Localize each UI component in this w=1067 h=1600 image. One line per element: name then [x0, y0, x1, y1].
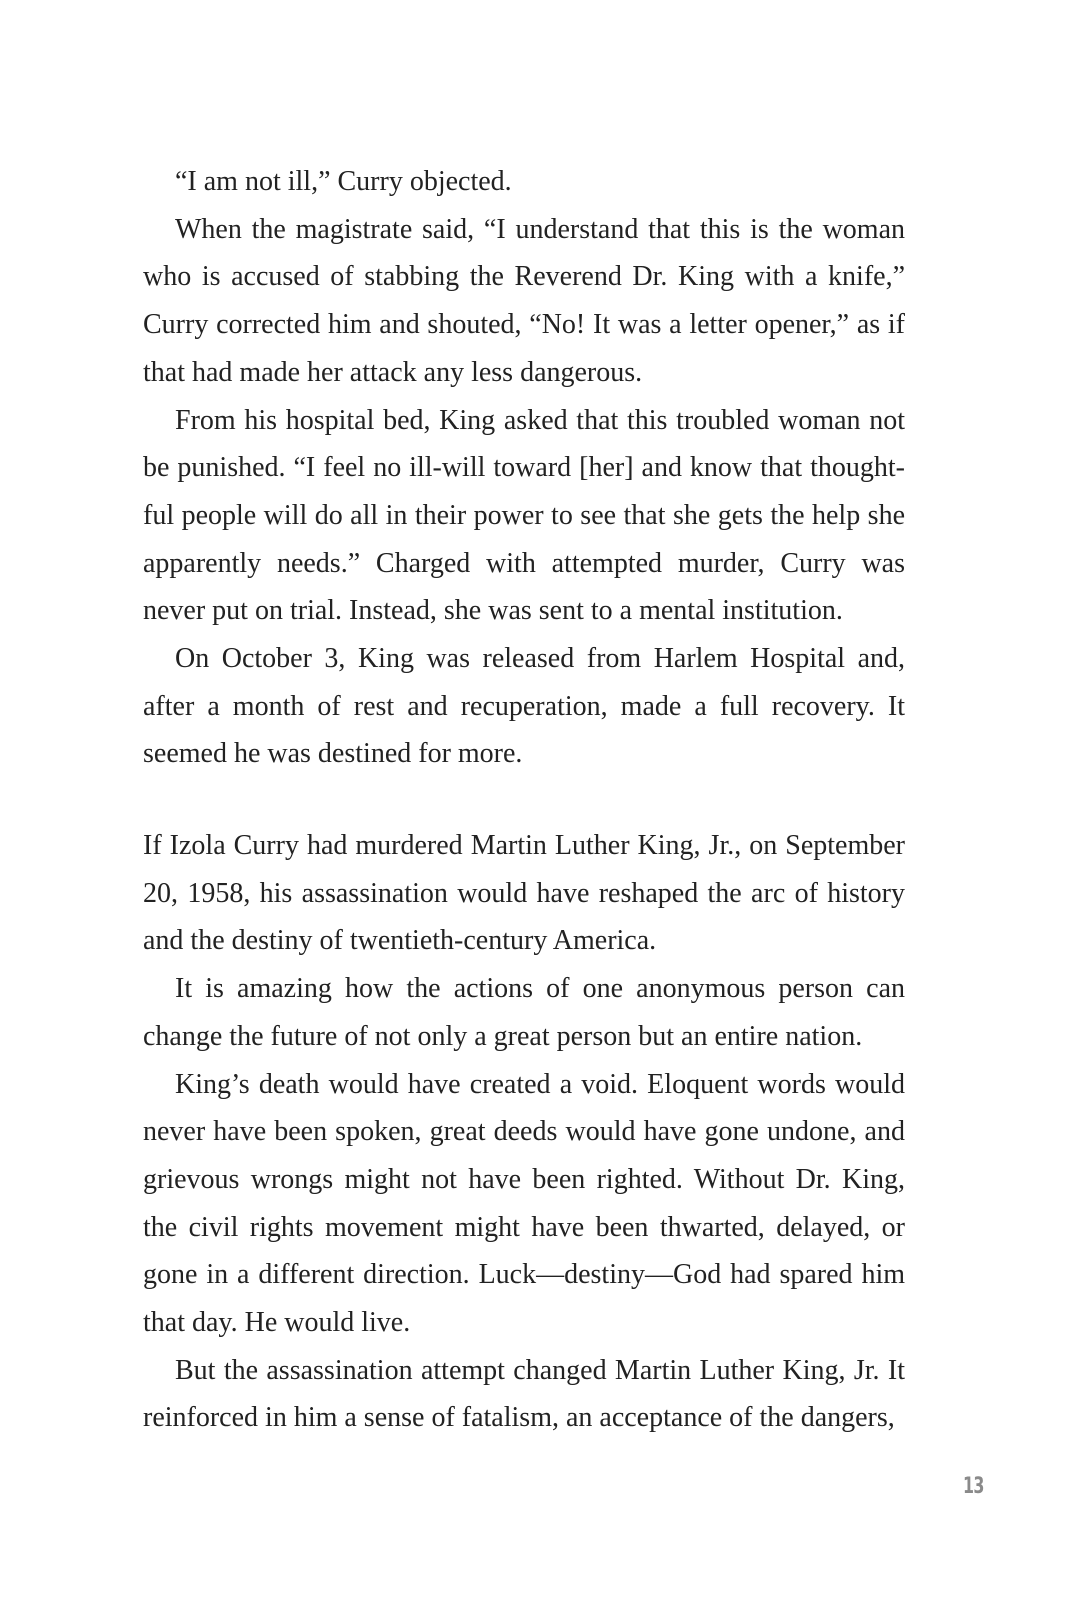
- section-one: [143, 158, 905, 778]
- page-number: 13: [963, 1474, 984, 1499]
- paragraph: On October 3, King was released from Harlem Hospital and, after a month of rest and recuperation, made a full recovery. It seemed he was destined for more.: [143, 643, 905, 770]
- paragraph: But the assassination attempt changed Martin Luther King, Jr. It reinforced in him a sense of fatalism, an acceptance of the dangers,: [143, 1354, 905, 1434]
- paragraph: If Izola Curry had murdered Martin Luther King, Jr., on September 20, 1958, his assassination would have reshaped the arc of history and the destiny of twentieth-century America.: [143, 830, 905, 957]
- paragraph: When the magistrate said, “I understand that this is the woman who is accused of stabbing the Reverend Dr. King with a knife,” Curry corrected him and shouted, “No! It was a letter opener,” as if that had made her attack any less dangerous.: [143, 213, 905, 388]
- paragraph: King’s death would have created a void. Eloquent words would never have been spoken, great deeds would have gone undone, and grievous wrongs might not have been righted. Without Dr. King, the civil rights movement might have been thwarted, delayed, or gone in a different direction. Luck—destiny—God had spared him that day. He would live.: [143, 1068, 905, 1339]
- paragraph: From his hospital bed, King asked that this troubled woman not be punished. “I feel no ill-will toward [her] and know that thought-ful people will do all in their power to see that she gets the help she apparently needs.” Charged with attempted murder, Curry was never put on trial. Instead, she was sent to a mental institution.: [143, 404, 905, 627]
- paragraph: “I am not ill,” Curry objected.: [175, 166, 512, 197]
- section-two: [143, 822, 905, 1442]
- paragraph: It is amazing how the actions of one anonymous person can change the future of not only a great person but an entire nation.: [143, 973, 905, 1052]
